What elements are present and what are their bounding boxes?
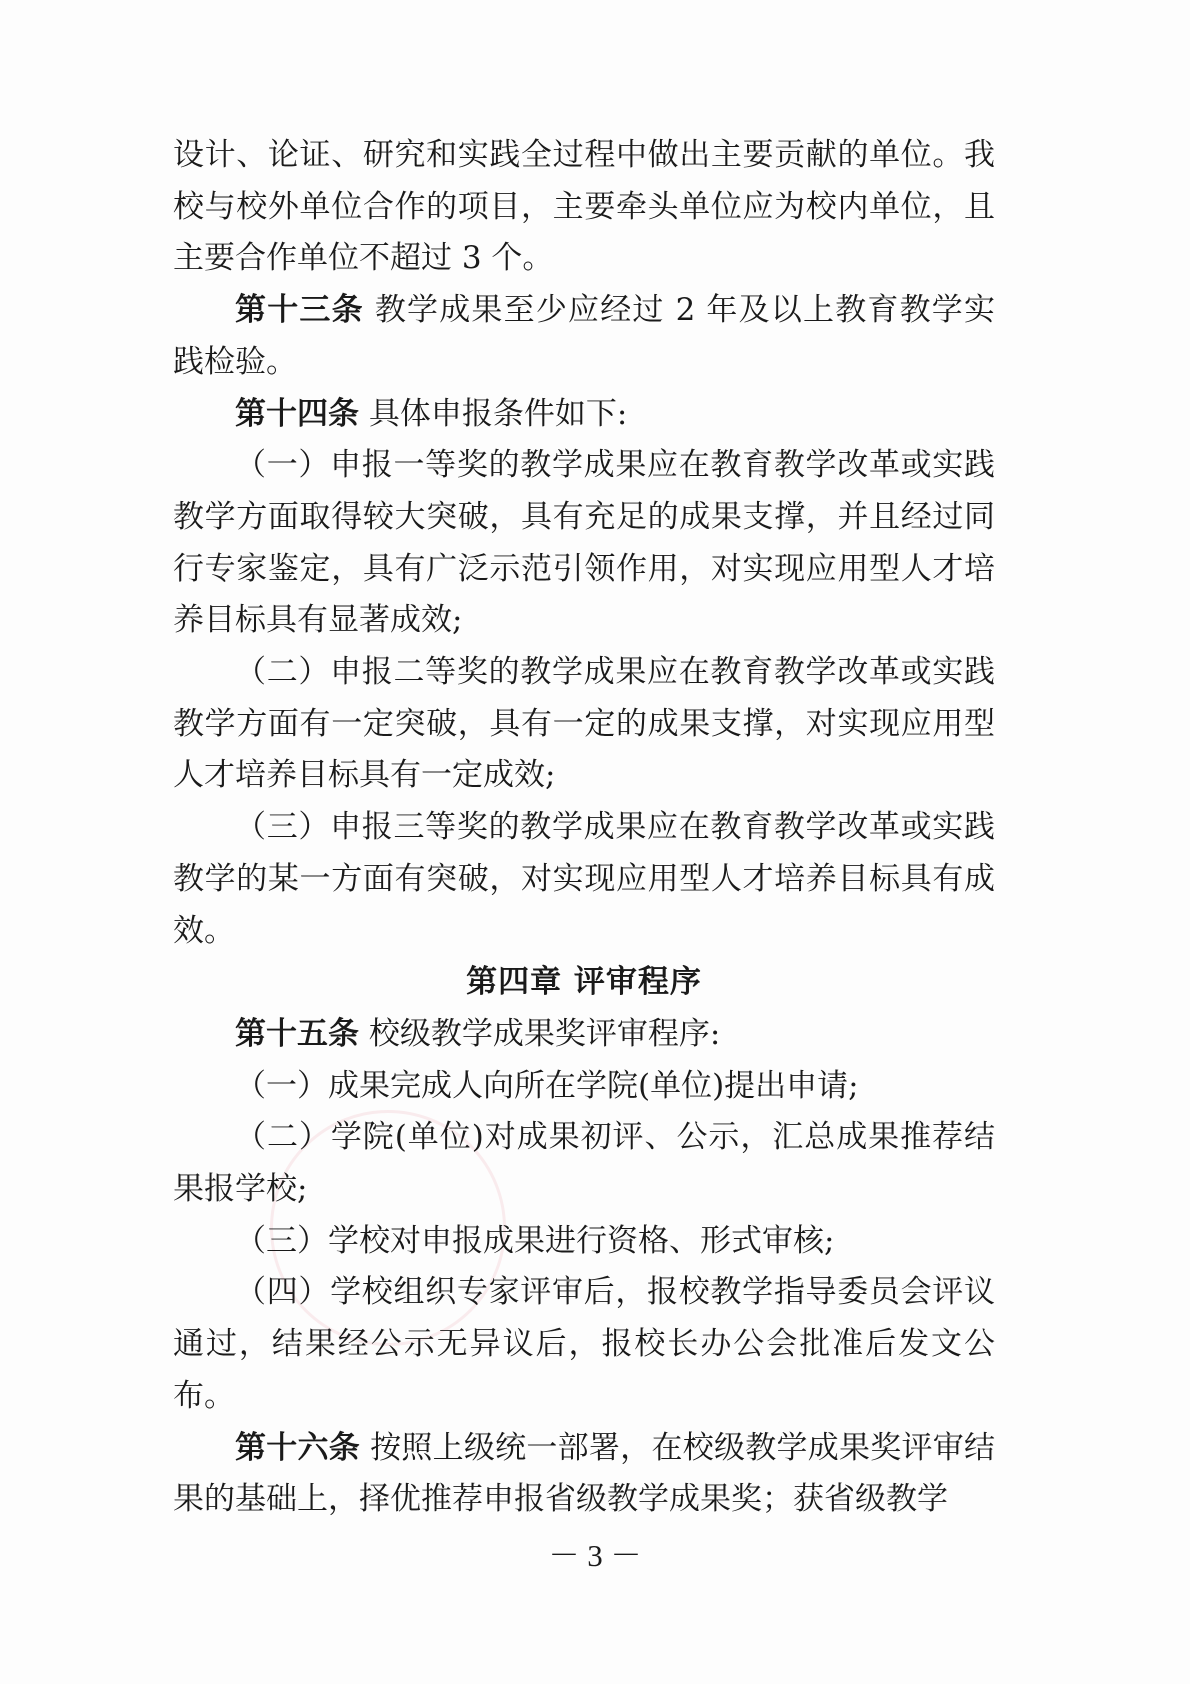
article-15-item-2: （二）学院(单位)对成果初评、公示，汇总成果推荐结果报学校;: [173, 1119, 995, 1208]
article-14-item-1: （一）申报一等奖的教学成果应在教育教学改革或实践教学方面取得较大突破，具有充足的成果支撑，并且经过同行专家鉴定，具有广泛示范引领作用，对实现应用型人才培养目标具有显著成效;: [173, 447, 995, 639]
article-14-text: 具体申报条件如下:: [359, 395, 628, 432]
article-13-text: 教学成果至少应经过 2 年及以上教育教学实践检验。: [173, 292, 995, 380]
article-16-text: 按照上级统一部署，在校级教学成果奖评审结果的基础上，择优推荐申报省级教学成果奖；获省级教学: [173, 1429, 996, 1518]
article-15-item-4: （四）学校组织专家评审后，报校教学指导委员会评议通过，结果经公示无异议后，报校长办公会批准后发文公布。: [173, 1274, 995, 1414]
article-15: [173, 1009, 995, 1061]
article-14-item-2: （二）申报二等奖的教学成果应在教育教学改革或实践教学方面有一定突破，具有一定的成果支撑，对实现应用型人才培养目标具有一定成效;: [173, 654, 995, 794]
article-13-label: 第十三条: [235, 292, 364, 329]
article-15-item-1: （一）成果完成人向所在学院(单位)提出申请;: [235, 1067, 859, 1104]
article-16: [173, 1423, 995, 1526]
article-14-item-3: （三）申报三等奖的教学成果应在教育教学改革或实践教学的某一方面有突破，对实现应用型人才培养目标具有成效。: [173, 809, 995, 949]
article-14: [173, 389, 995, 441]
article-15-text: 校级教学成果奖评审程序:: [359, 1015, 721, 1052]
document-body: [173, 130, 995, 1526]
page-number: － 3 －: [548, 1538, 642, 1573]
article-14-label: 第十四条: [235, 395, 359, 432]
paragraph-continued: 设计、论证、研究和实践全过程中做出主要贡献的单位。我校与校外单位合作的项目，主要牵头单位应为校内单位，且主要合作单位不超过 3 个。: [173, 137, 995, 277]
article-15-label: 第十五条: [235, 1015, 359, 1052]
article-16-label: 第十六条: [235, 1429, 361, 1466]
chapter-heading: 第四章 评审程序: [466, 964, 702, 1001]
article-15-item-3: （三）学校对申报成果进行资格、形式审核;: [235, 1222, 835, 1259]
article-13: [173, 285, 995, 388]
